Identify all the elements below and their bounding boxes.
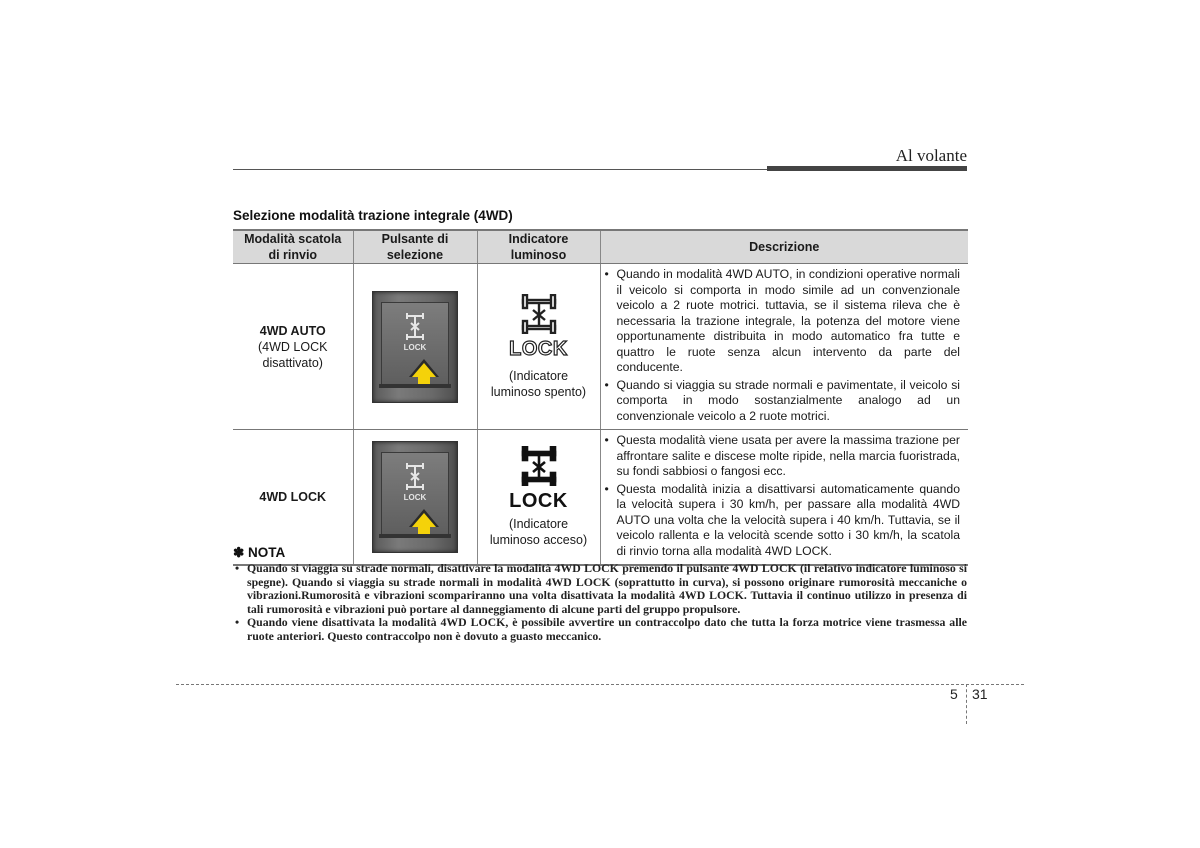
table-row: [233, 430, 968, 566]
4wd-drivetrain-icon: [521, 294, 557, 334]
table-row: [233, 264, 968, 430]
indicator-caption: (Indicatore luminoso acceso): [489, 517, 588, 547]
description-list: [605, 267, 961, 424]
table-header-row: [233, 230, 968, 264]
footer-rule: [176, 684, 1024, 685]
footer-divider: [966, 684, 967, 724]
button-slot: [379, 534, 451, 538]
4wd-drivetrain-icon: [404, 463, 426, 491]
button-face: [381, 302, 449, 386]
up-arrow-icon: [412, 513, 436, 527]
indicator-cell: [477, 264, 600, 430]
button-slot: [379, 384, 451, 388]
mode-name: 4WD AUTO: [259, 323, 326, 338]
lock-indicator-on: LOCK: [509, 490, 568, 512]
list-item: • Quando si viaggia su strade normali e pavimentate, il veicolo si comporta in modo sostanzialmente analogo ad un convenzionale veicolo a 2 ruote motrici.: [617, 378, 961, 425]
header-rule-accent: [767, 166, 967, 171]
list-item: • Questa modalità viene usata per avere la massima trazione per affrontare salite e discese molte ripide, nella marcia fuoristrada, su fondi sabbiosi o fangosi ecc.: [617, 433, 961, 480]
4wd-lock-button: [372, 441, 458, 553]
button-face: [381, 452, 449, 536]
header-indicator: Indicatore luminoso: [477, 230, 600, 264]
list-item: • Quando in modalità 4WD AUTO, in condizioni operative normali il veicolo si comporta in modo simile ad un convenzionale veicolo a 2 ruote motrici. tuttavia, se il sistema rileva che è necessaria la trazione integrale, la potenza del motore viene opportunamente distribuita in modo automatico fra tutte e quattro le ruote senza alcun intervento da parte del conducente.: [617, 267, 961, 376]
4wd-drivetrain-icon: [404, 313, 426, 341]
list-item: • Questa modalità inizia a disattivarsi automaticamente quando la velocità supera i 30 km/h, per passare alla modalità 4WD AUTO una volta che la velocità supera i 40 km/h. Tuttavia, se il veicolo rallenta e la velocità scende sotto i 30 km/h, la scatola di rinvio torna alla modalità 4WD LOCK.: [617, 482, 961, 560]
mode-name: 4WD LOCK: [259, 490, 327, 504]
button-lock-label: LOCK: [403, 342, 427, 352]
button-cell: [353, 264, 477, 430]
section-title: Selezione modalità trazione integrale (4WD): [233, 208, 513, 223]
list-item: • Quando si viaggia su strade normali, disattivare la modalità 4WD LOCK premendo il pulsante 4WD LOCK (il relativo indicatore luminoso si spegne). Quando si viaggia su strade normali in modalità 4WD LOCK (soprattutto in curva), si possono originare rumorosità meccaniche o vibrazioni.Rumorosità e vibrazioni scompariranno una volta disattivata la modalità 4WD LOCK. Tuttavia il continuo utilizzo in presenza di tali rumorosità e vibrazioni può portare al danneggiamento di alcune parti del gruppo propulsore.: [233, 562, 967, 616]
4wd-mode-table: [233, 229, 968, 566]
chapter-number: 5: [950, 686, 958, 702]
button-cell: [353, 430, 477, 566]
indicator-cell: [477, 430, 600, 566]
description-cell: [600, 430, 968, 566]
description-list: [605, 433, 961, 559]
header-button: Pulsante di selezione: [353, 230, 477, 264]
list-item: • Quando viene disattivata la modalità 4WD LOCK, è possibile avvertire un contraccolpo dato che tutta la forza motrice viene trasmessa alle ruote anteriori. Questo contraccolpo non è dovuto a guasto meccanico.: [233, 616, 967, 643]
indicator-caption: (Indicatore luminoso spento): [490, 368, 587, 399]
mode-note: (4WD LOCK disattivato): [258, 339, 328, 370]
header-description: Descrizione: [600, 230, 968, 264]
description-cell: [600, 264, 968, 430]
4wd-lock-button: [372, 291, 458, 403]
button-lock-label: LOCK: [403, 493, 427, 502]
lock-indicator-off: LOCK: [509, 337, 568, 360]
up-arrow-icon: [412, 363, 436, 377]
note-list: [233, 562, 967, 643]
header-mode: Modalità scatola di rinvio: [233, 230, 353, 264]
4wd-drivetrain-icon: [521, 446, 557, 486]
page-header-title: Al volante: [895, 146, 967, 165]
note-title: ✽ NOTA: [233, 545, 286, 560]
page-number: 31: [972, 686, 988, 702]
mode-cell: [233, 264, 353, 430]
